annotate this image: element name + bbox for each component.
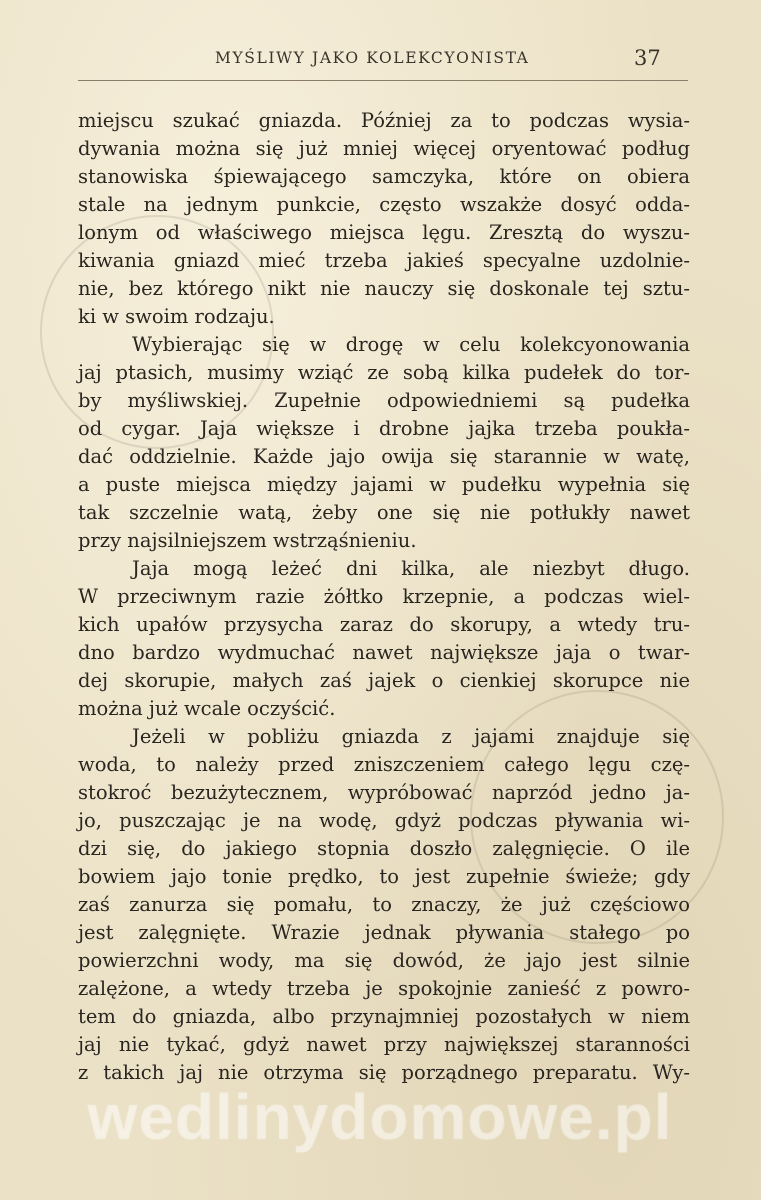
text-line: przy najsilniejszem wstrząśnieniu. bbox=[78, 529, 417, 552]
text-line: jaj ptasich, musimy wziąć ze sobą kilka pudełek do tor- bbox=[78, 361, 690, 384]
watermark: wedlinydomowe.pl bbox=[87, 1081, 673, 1153]
text-line: lonym od właściwego miejsca lęgu. Zresztą do wyszu- bbox=[78, 221, 690, 244]
paragraph-first-line: Wybierając się w drogę w celu kolekcyonowania bbox=[132, 333, 690, 356]
page-number: 37 bbox=[634, 46, 661, 70]
text-line: powierzchni wody, ma się dowód, że jajo jest silnie bbox=[78, 949, 690, 972]
text-line: dno bardzo wydmuchać nawet największe jaja o twar- bbox=[78, 641, 690, 664]
text-line: woda, to należy przed zniszczeniem całego lęgu czę- bbox=[78, 753, 690, 776]
text-line: jo, puszczając je na wodę, gdyż podczas pływania wi- bbox=[78, 809, 690, 832]
text-line: zalężone, a wtedy trzeba je spokojnie zanieść z powro- bbox=[78, 977, 690, 1000]
text-line: dej skorupie, małych zaś jajek o cienkiej skorupce nie bbox=[78, 669, 690, 692]
text-line: a puste miejsca między jajami w pudełku wypełnia się bbox=[78, 473, 690, 496]
text-line: dzi się, do jakiego stopnia doszło zalęgnięcie. O ile bbox=[78, 837, 690, 860]
text-line: bowiem jajo tonie prędko, to jest zupełnie świeże; gdy bbox=[78, 865, 690, 888]
text-line: miejscu szukać gniazda. Później za to podczas wysia- bbox=[78, 109, 690, 132]
text-line: zaś zanurza się pomału, to znaczy, że już częściowo bbox=[78, 893, 690, 916]
text-line: ki w swoim rodzaju. bbox=[78, 305, 275, 328]
text-line: jaj nie tykać, gdyż nawet przy największej staranności bbox=[78, 1033, 690, 1056]
text-line: od cygar. Jaja większe i drobne jajka trzeba poukła- bbox=[78, 417, 690, 440]
text-line: jest zalęgnięte. Wrazie jednak pływania stałego po bbox=[78, 921, 690, 944]
text-line: dywania można się już mniej więcej oryentować podług bbox=[78, 137, 690, 160]
text-line: tak szczelnie watą, żeby one się nie potłukły nawet bbox=[78, 501, 690, 524]
text-line: W przeciwnym razie żółtko krzepnie, a podczas wiel- bbox=[78, 585, 690, 608]
text-line: nie, bez którego nikt nie nauczy się doskonale tej sztu- bbox=[78, 277, 690, 300]
text-line: kiwania gniazd mieć trzeba jakieś specyalne uzdolnie- bbox=[78, 249, 690, 272]
running-title: MYŚLIWY JAKO KOLEKCYONISTA bbox=[215, 49, 530, 67]
text-line: z takich jaj nie otrzyma się porządnego preparatu. Wy- bbox=[78, 1061, 690, 1084]
header-rule bbox=[78, 80, 688, 81]
text-line: tem do gniazda, albo przynajmniej pozostałych w niem bbox=[78, 1005, 690, 1028]
paragraph-first-line: Jaja mogą leżeć dni kilka, ale niezbyt długo. bbox=[132, 557, 690, 580]
text-line: można już wcale oczyścić. bbox=[78, 697, 336, 720]
text-line: dać oddzielnie. Każde jajo owija się starannie w watę, bbox=[78, 445, 690, 468]
text-line: kich upałów przysycha zaraz do skorupy, a wtedy tru- bbox=[78, 613, 690, 636]
text-line: stale na jednym punkcie, często wszakże dosyć odda- bbox=[78, 193, 690, 216]
body-text bbox=[78, 107, 690, 1087]
text-line: by myśliwskiej. Zupełnie odpowiedniemi są pudełka bbox=[78, 389, 690, 412]
text-line: stokroć bezużytecznem, wypróbować naprzód jedno ja- bbox=[78, 781, 690, 804]
paragraph-first-line: Jeżeli w pobliżu gniazda z jajami znajduje się bbox=[132, 725, 690, 748]
text-line: stanowiska śpiewającego samczyka, które on obiera bbox=[78, 165, 690, 188]
